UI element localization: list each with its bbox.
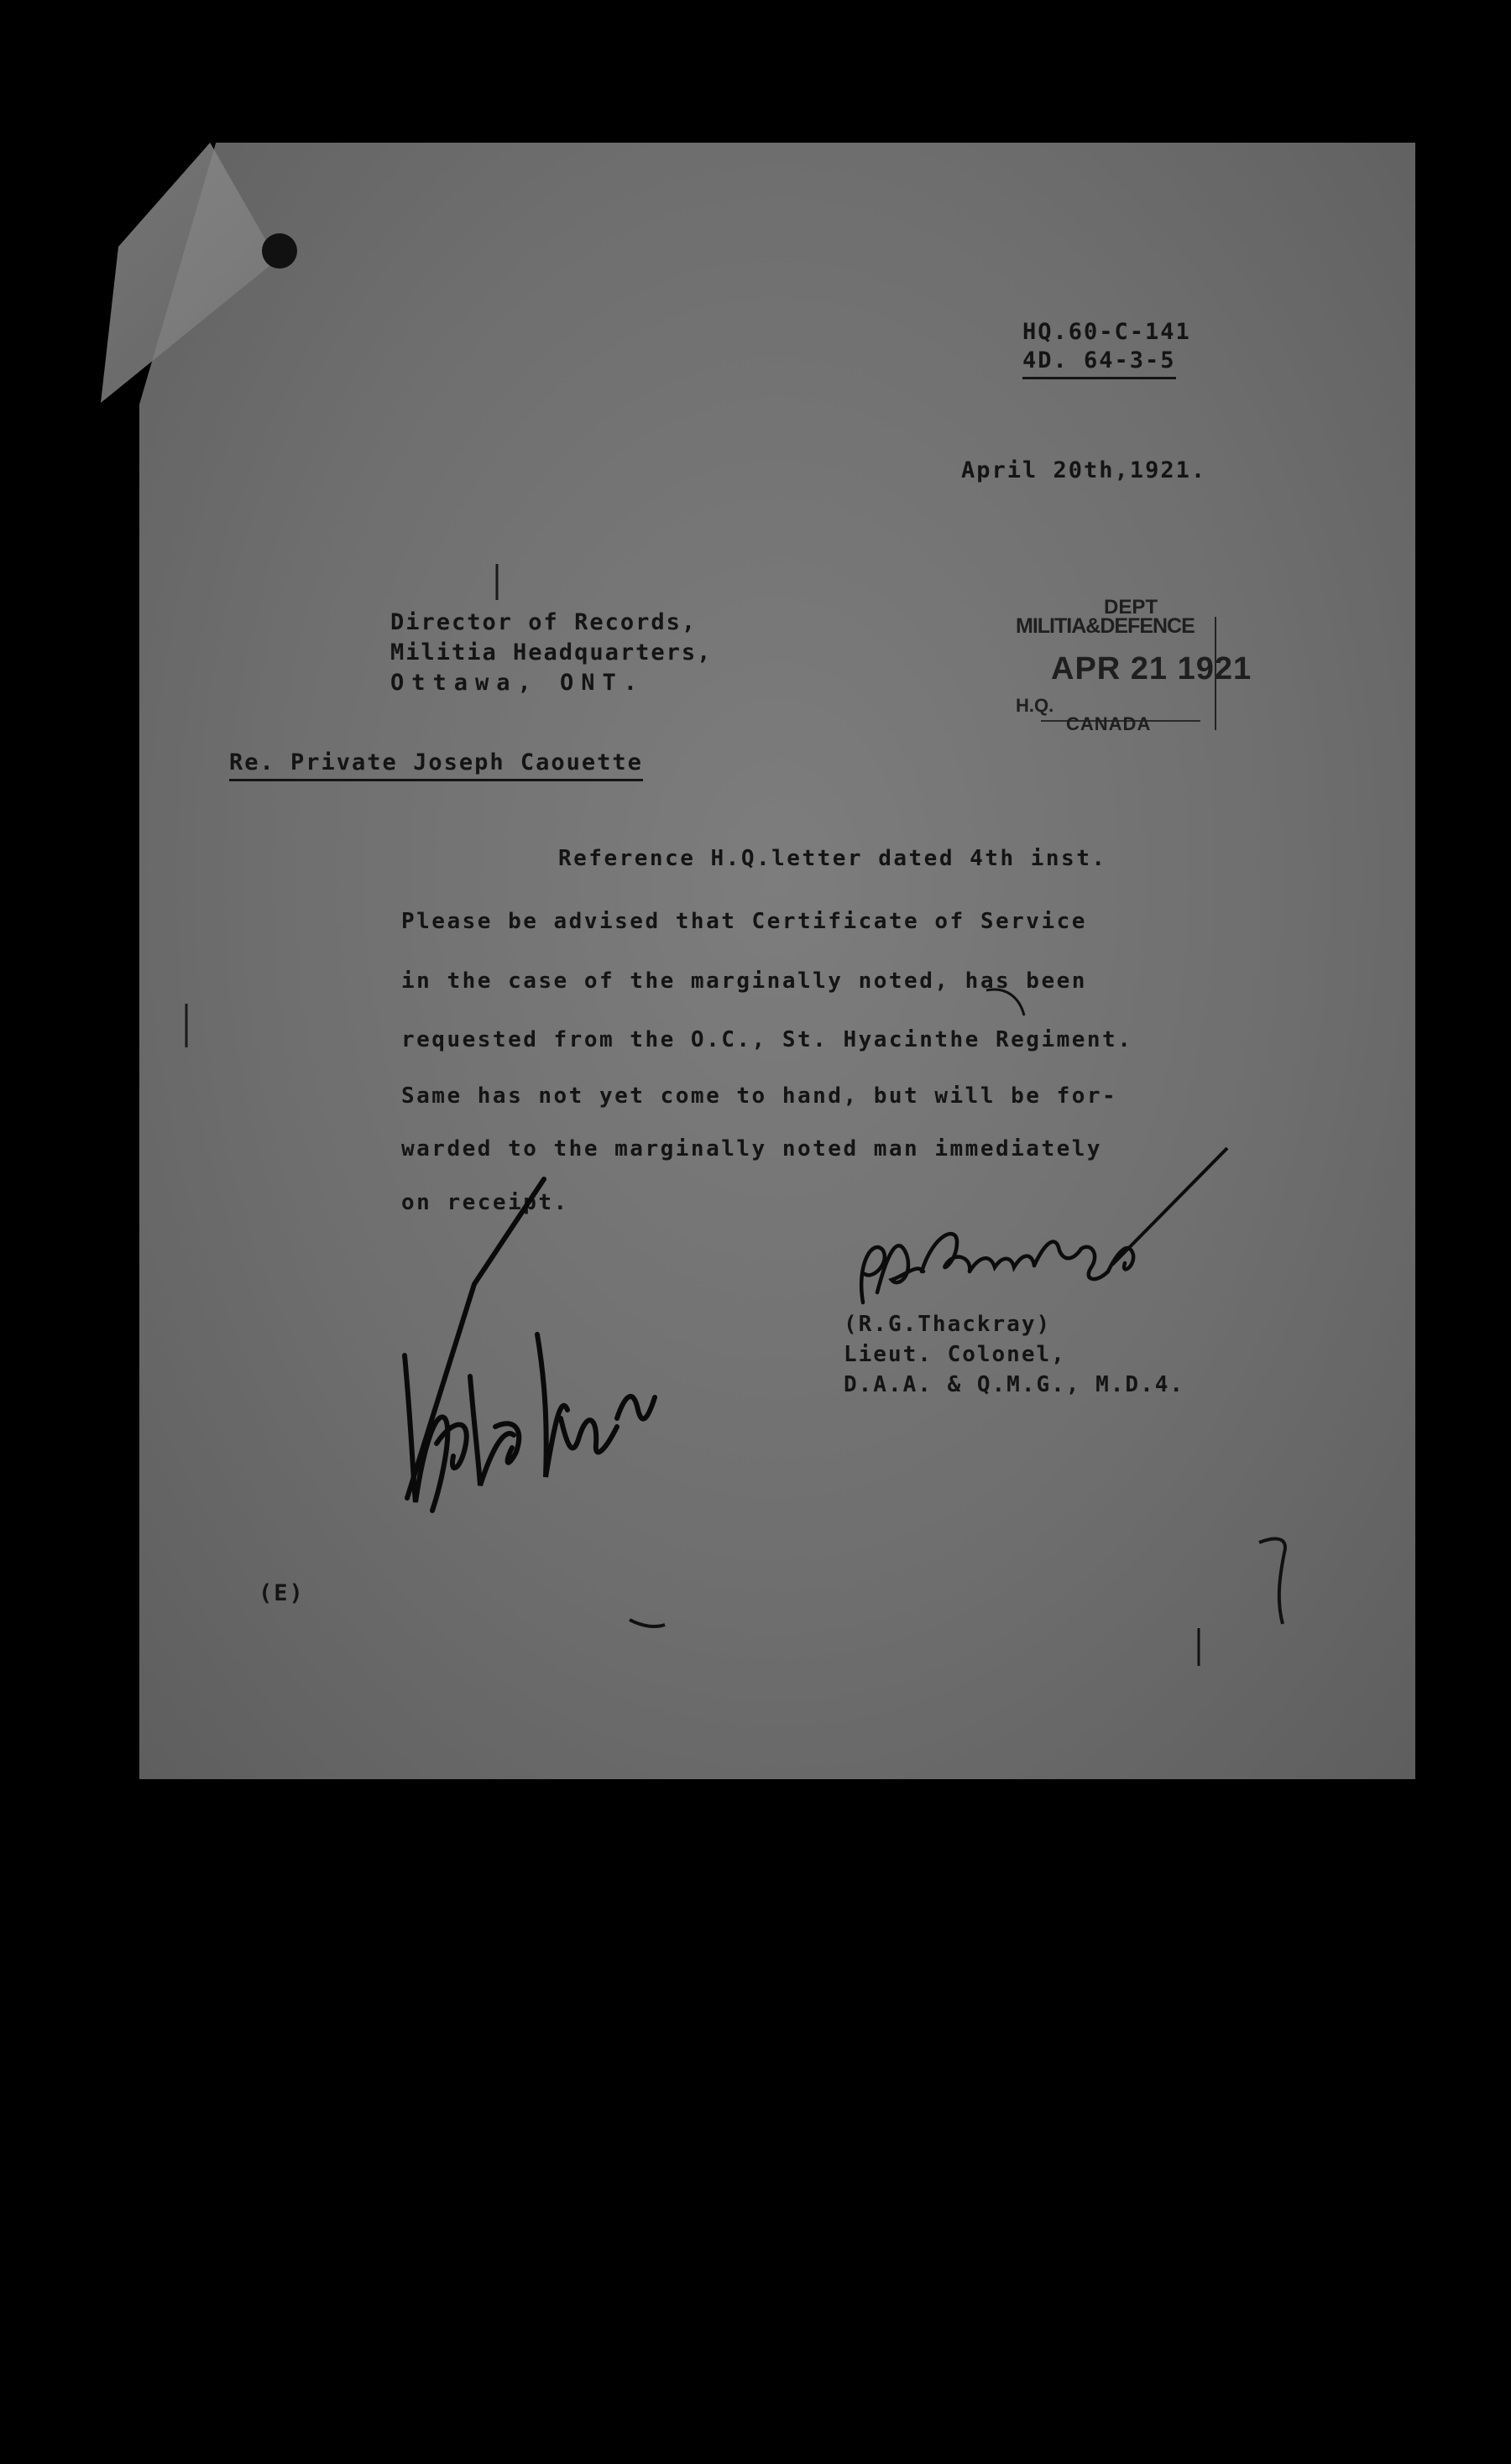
body-line-3: in the case of the marginally noted, has been [401,968,1087,994]
subject-line: Re. Private Joseph Caouette [229,751,643,781]
body-line-7: on receipt. [401,1190,569,1215]
addressee-line-1: Director of Records, [390,609,698,635]
signatory-name: (R.G.Thackray) [844,1312,1052,1337]
addressee-line-3: Ottawa, ONT. [390,670,646,696]
stamp-date: APR 21 1921 [1051,651,1252,686]
stamp-dept: DEPT [1104,596,1158,619]
stamp-country: CANADA [1066,713,1152,734]
body-line-4: requested from the O.C., St. Hyacinthe Regiment. [401,1027,1133,1052]
file-reference-secondary: 4D. 64-3-5 [1022,349,1176,379]
enclosure-mark: (E) [259,1580,305,1606]
body-line-1: Reference H.Q.letter dated 4th inst. [558,846,1107,871]
signatory-position: D.A.A. & Q.M.G., M.D.4. [844,1372,1185,1397]
stamp-department-name: MILITIA&DEFENCE [1016,614,1195,638]
punch-hole [262,233,297,269]
stamp-hq: H.Q. [1016,695,1054,716]
body-line-5: Same has not yet come to hand, but will be for- [401,1083,1118,1109]
signatory-rank: Lieut. Colonel, [844,1342,1066,1367]
letter-date: April 20th,1921. [961,457,1207,483]
body-line-6: warded to the marginally noted man immediately [401,1136,1103,1162]
letter-page [139,143,1415,1779]
received-stamp [1016,596,1252,757]
addressee-line-2: Militia Headquarters, [390,639,713,666]
file-reference-primary: HQ.60-C-141 [1022,319,1191,345]
body-line-2: Please be advised that Certificate of Service [401,909,1087,934]
